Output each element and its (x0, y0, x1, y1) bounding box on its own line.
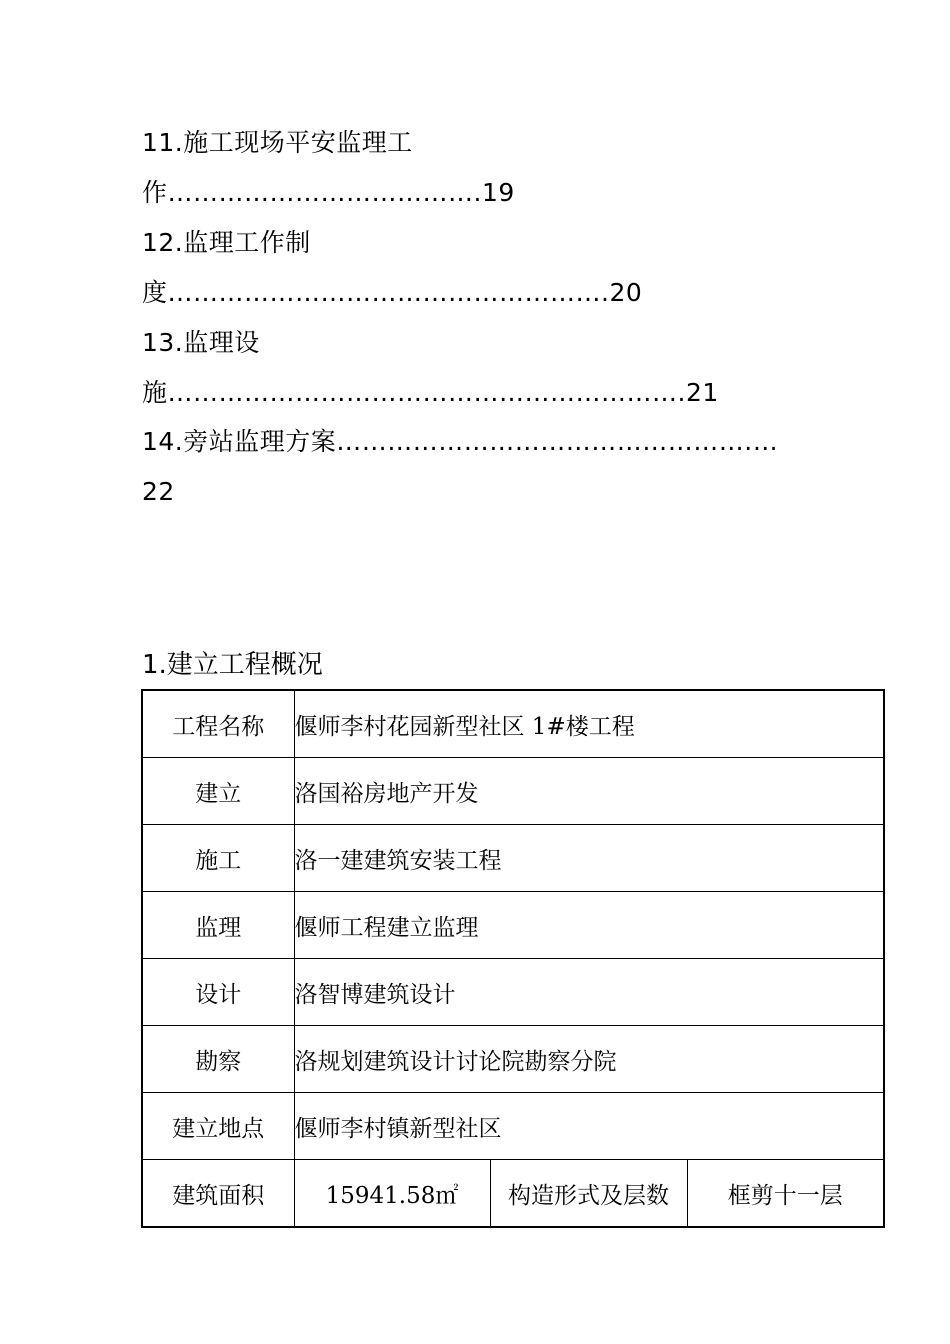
toc-item-12-leader: 度…………………………………………….20 (142, 278, 643, 307)
row-label: 建立 (142, 758, 294, 825)
table-row (142, 690, 884, 758)
toc-item-12-title: 12.监理工作制 (142, 228, 311, 257)
area-value: 15941.58㎡ (294, 1160, 490, 1228)
row-value: 洛国裕房地产开发 (294, 758, 884, 825)
area-label: 建筑面积 (142, 1160, 294, 1228)
row-label: 建立地点 (142, 1093, 294, 1160)
table-row (142, 758, 884, 825)
row-value: 偃师工程建立监理 (294, 892, 884, 959)
row-label: 设计 (142, 959, 294, 1026)
table-row (142, 892, 884, 959)
row-value: 偃师李村花园新型社区 1#楼工程 (294, 690, 884, 758)
toc-item-11-title: 11.施工现场平安监理工 (142, 128, 413, 157)
row-value: 洛规划建筑设计讨论院勘察分院 (294, 1026, 884, 1093)
structure-label: 构造形式及层数 (490, 1160, 687, 1228)
toc-item-13-title: 13.监理设 (142, 328, 260, 357)
toc-item-14-title: 14.旁站监理方案………………………………………….… (142, 427, 779, 456)
table-row (142, 1026, 884, 1093)
table-row (142, 825, 884, 892)
row-value: 洛智博建筑设计 (294, 959, 884, 1026)
toc-item-11-leader: 作……………………………….19 (142, 178, 515, 207)
row-value: 洛一建建筑安装工程 (294, 825, 884, 892)
toc-item-14-page: 22 (142, 477, 175, 506)
row-value: 偃师李村镇新型社区 (294, 1093, 884, 1160)
row-label: 勘察 (142, 1026, 294, 1093)
toc-item-13-leader: 施…………………………………………………….21 (142, 378, 719, 407)
project-overview-table (141, 689, 885, 1228)
table-row (142, 1160, 884, 1228)
row-label: 施工 (142, 825, 294, 892)
row-label: 监理 (142, 892, 294, 959)
section-heading: 1.建立工程概况 (142, 650, 323, 680)
structure-value: 框剪十一层 (687, 1160, 884, 1228)
table-row (142, 959, 884, 1026)
table-row (142, 1093, 884, 1160)
row-label: 工程名称 (142, 690, 294, 758)
